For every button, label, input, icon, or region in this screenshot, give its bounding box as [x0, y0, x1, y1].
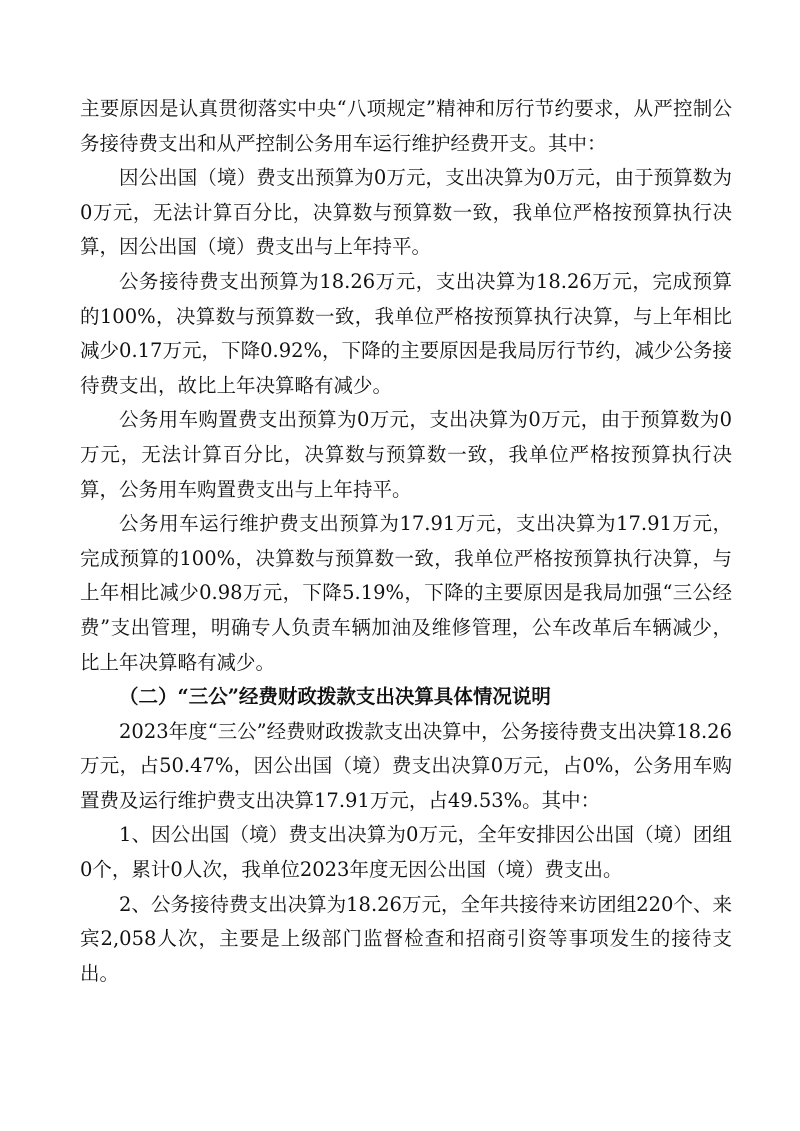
section-heading: （二）“三公”经费财政拨款支出决算具体情况说明	[119, 685, 551, 709]
paragraph-vehicle-maintenance: 公务用车运行维护费支出预算为17.91万元，支出决算为17.91万元，完成预算的100%，决算数与预算数一致，我单位严格按预算执行决算，与上年相比减少0.98万元，下降5.19%，下降的主要原因是我局加强“三公经费”支出管理，明确专人负责车辆加油及维修管理，公车改革后车辆减少，比上年决算略有减少。	[80, 512, 732, 674]
paragraph-continuation: 主要原因是认真贯彻落实中央“八项规定”精神和厉行节约要求，从严控制公务接待费支出和从严控制公务用车运行维护经费开支。其中：	[80, 97, 732, 155]
paragraph-item-2: 2、公务接待费支出决算为18.26万元，全年共接待来访团组220个、来宾2,058人次，主要是上级部门监督检查和招商引资等事项发生的接待支出。	[80, 892, 732, 985]
paragraph-overseas-travel: 因公出国（境）费支出预算为0万元，支出决算为0万元，由于预算数为0万元，无法计算百分比，决算数与预算数一致，我单位严格按预算执行决算，因公出国（境）费支出与上年持平。	[80, 166, 732, 259]
paragraph-reception: 公务接待费支出预算为18.26万元，支出决算为18.26万元，完成预算的100%，决算数与预算数一致，我单位严格按预算执行决算，与上年相比减少0.17万元，下降0.92%，下降的主要原因是我局厉行节约，减少公务接待费支出，故比上年决算略有减少。	[80, 269, 732, 397]
paragraph-item-1: 1、因公出国（境）费支出决算为0万元，全年安排因公出国（境）团组0个，累计0人次，我单位2023年度无因公出国（境）费支出。	[80, 823, 732, 882]
paragraph-vehicle-purchase: 公务用车购置费支出预算为0万元，支出决算为0万元，由于预算数为0万元，无法计算百分比，决算数与预算数一致，我单位严格按预算执行决算，公务用车购置费支出与上年持平。	[80, 408, 732, 501]
paragraph-summary-2023: 2023年度“三公”经费财政拨款支出决算中，公务接待费支出决算18.26万元，占50.47%，因公出国（境）费支出决算0万元，占0%，公务用车购置费及运行维护费支出决算17.91万元，占49.53%。其中：	[80, 719, 732, 812]
document-body	[80, 92, 732, 991]
